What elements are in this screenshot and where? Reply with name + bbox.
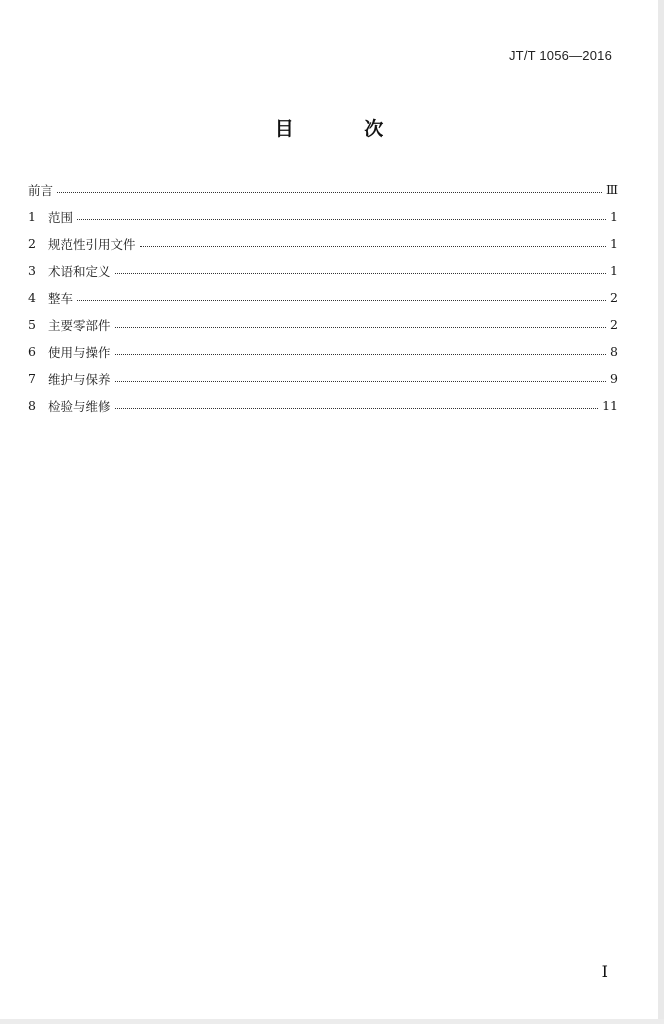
toc-entry-number: 5	[28, 317, 36, 332]
toc-entry-number: 1	[28, 209, 36, 224]
toc-entry-label: 检验与维修	[48, 398, 111, 414]
toc-entry-foreword[interactable]	[28, 176, 618, 203]
toc-entry-4[interactable]	[28, 284, 618, 311]
standard-code: JT/T 1056—2016	[508, 48, 612, 63]
toc-leader-dots	[77, 300, 606, 301]
toc-entry-label: 前言	[28, 182, 54, 198]
toc-entry-label: 使用与操作	[48, 344, 111, 360]
toc-leader-dots	[115, 381, 606, 382]
toc-leader-dots	[115, 408, 599, 409]
toc-entry-page: 9	[610, 371, 618, 386]
toc-title: 目 次	[274, 118, 416, 140]
toc-entry-label: 整车	[48, 290, 74, 306]
toc-entry-3[interactable]	[28, 257, 618, 284]
toc-entry-number: 2	[28, 236, 36, 251]
toc-leader-dots	[115, 327, 606, 328]
toc-entry-page: Ⅲ	[605, 182, 618, 197]
toc-entry-page: 2	[610, 317, 618, 332]
toc-leader-dots	[115, 354, 606, 355]
toc-entry-number: 3	[28, 263, 36, 278]
toc-entry-number: 4	[28, 290, 36, 305]
toc-entry-page: 1	[610, 209, 618, 224]
toc-entry-8[interactable]	[28, 392, 618, 419]
toc-entry-number: 8	[28, 398, 36, 413]
toc-entry-number: 6	[28, 344, 36, 359]
page-number: Ⅰ	[601, 962, 608, 981]
toc-entry-number: 7	[28, 371, 36, 386]
toc-leader-dots	[115, 273, 606, 274]
toc-entry-page: 1	[610, 263, 618, 278]
toc-entry-label: 范围	[48, 209, 74, 225]
table-of-contents	[28, 176, 618, 419]
toc-leader-dots	[77, 219, 606, 220]
toc-entry-label: 主要零部件	[48, 317, 111, 333]
toc-entry-label: 规范性引用文件	[48, 236, 136, 252]
toc-entry-label: 术语和定义	[48, 263, 111, 279]
toc-entry-5[interactable]	[28, 311, 618, 338]
toc-entry-page: 8	[610, 344, 618, 359]
toc-entry-7[interactable]	[28, 365, 618, 392]
toc-entry-6[interactable]	[28, 338, 618, 365]
toc-entry-1[interactable]	[28, 203, 618, 230]
page-edge-bottom	[0, 1019, 664, 1024]
toc-entry-label: 维护与保养	[48, 371, 111, 387]
page-edge-right	[658, 0, 664, 1024]
toc-entry-page: 1	[610, 236, 618, 251]
toc-entry-page: 11	[602, 398, 618, 413]
toc-entry-page: 2	[610, 290, 618, 305]
toc-entry-2[interactable]	[28, 230, 618, 257]
toc-leader-dots	[140, 246, 606, 247]
toc-leader-dots	[57, 192, 602, 193]
